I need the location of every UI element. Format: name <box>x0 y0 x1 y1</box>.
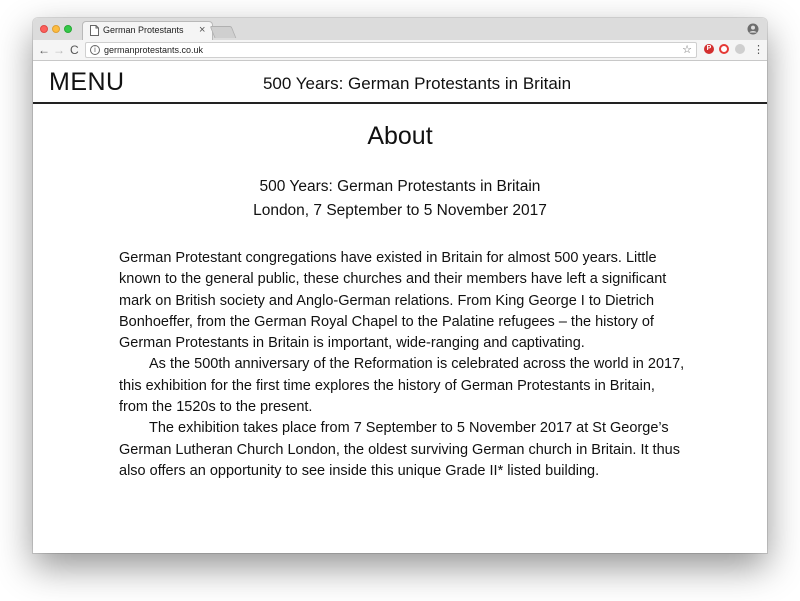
reload-icon[interactable]: C <box>70 43 79 57</box>
paragraph-anniversary: As the 500th anniversary of the Reformation is celebrated across the world in 2017, this exhibition for the first time explores the history of German Protestants in Britain, from the 1520s to the present. <box>119 356 685 416</box>
tab-german-protestants[interactable] <box>82 21 213 40</box>
profile-icon[interactable] <box>747 23 759 35</box>
forward-arrow-icon[interactable]: → <box>53 43 65 57</box>
pinterest-icon[interactable]: P <box>704 44 714 54</box>
back-arrow-icon[interactable]: ← <box>38 43 50 57</box>
zoom-window-button[interactable] <box>64 25 72 33</box>
bookmark-star-icon[interactable]: ☆ <box>682 44 692 56</box>
site-header <box>33 61 767 104</box>
extension-icon[interactable] <box>735 44 745 54</box>
browser-toolbar <box>33 40 767 61</box>
info-icon[interactable]: i <box>90 45 100 55</box>
menu-button[interactable]: MENU <box>49 68 125 96</box>
paragraph-venue: The exhibition takes place from 7 September to 5 November 2017 at St George’s German Lutheran Church London, the oldest surviving German church in Britain. It thus also offers an opportunity to see inside this unique Grade II* listed building. <box>119 420 680 479</box>
minimize-window-button[interactable] <box>52 25 60 33</box>
exhibition-title: 500 Years: German Protestants in Britain <box>259 178 541 195</box>
address-bar[interactable] <box>85 42 697 58</box>
opera-icon[interactable] <box>719 44 729 54</box>
document-icon <box>90 25 99 36</box>
browser-window <box>33 18 767 553</box>
tab-title: German Protestants <box>103 25 184 35</box>
tab-close-icon[interactable]: × <box>199 24 206 36</box>
url-text[interactable]: germanprotestants.co.uk <box>104 45 204 55</box>
about-text <box>119 248 685 482</box>
browser-menu-icon[interactable]: ⋮ <box>753 44 764 56</box>
exhibition-dates: London, 7 September to 5 November 2017 <box>253 202 547 219</box>
tab-strip <box>33 18 767 40</box>
site-title: 500 Years: German Protestants in Britain <box>262 74 572 93</box>
page-title: About <box>367 122 433 150</box>
paragraph-intro: German Protestant congregations have existed in Britain for almost 500 years. Little known to the general public, these churches and their members have left a significant mark on British society and Anglo-German relations. From King George I to Dietrich Bonhoeffer, from the German Royal Chapel to the Palatine refugees – the history of German Protestants in Britain is important, wide-ranging and captivating. <box>119 250 667 352</box>
close-window-button[interactable] <box>40 25 48 33</box>
new-tab-button[interactable] <box>210 26 237 38</box>
